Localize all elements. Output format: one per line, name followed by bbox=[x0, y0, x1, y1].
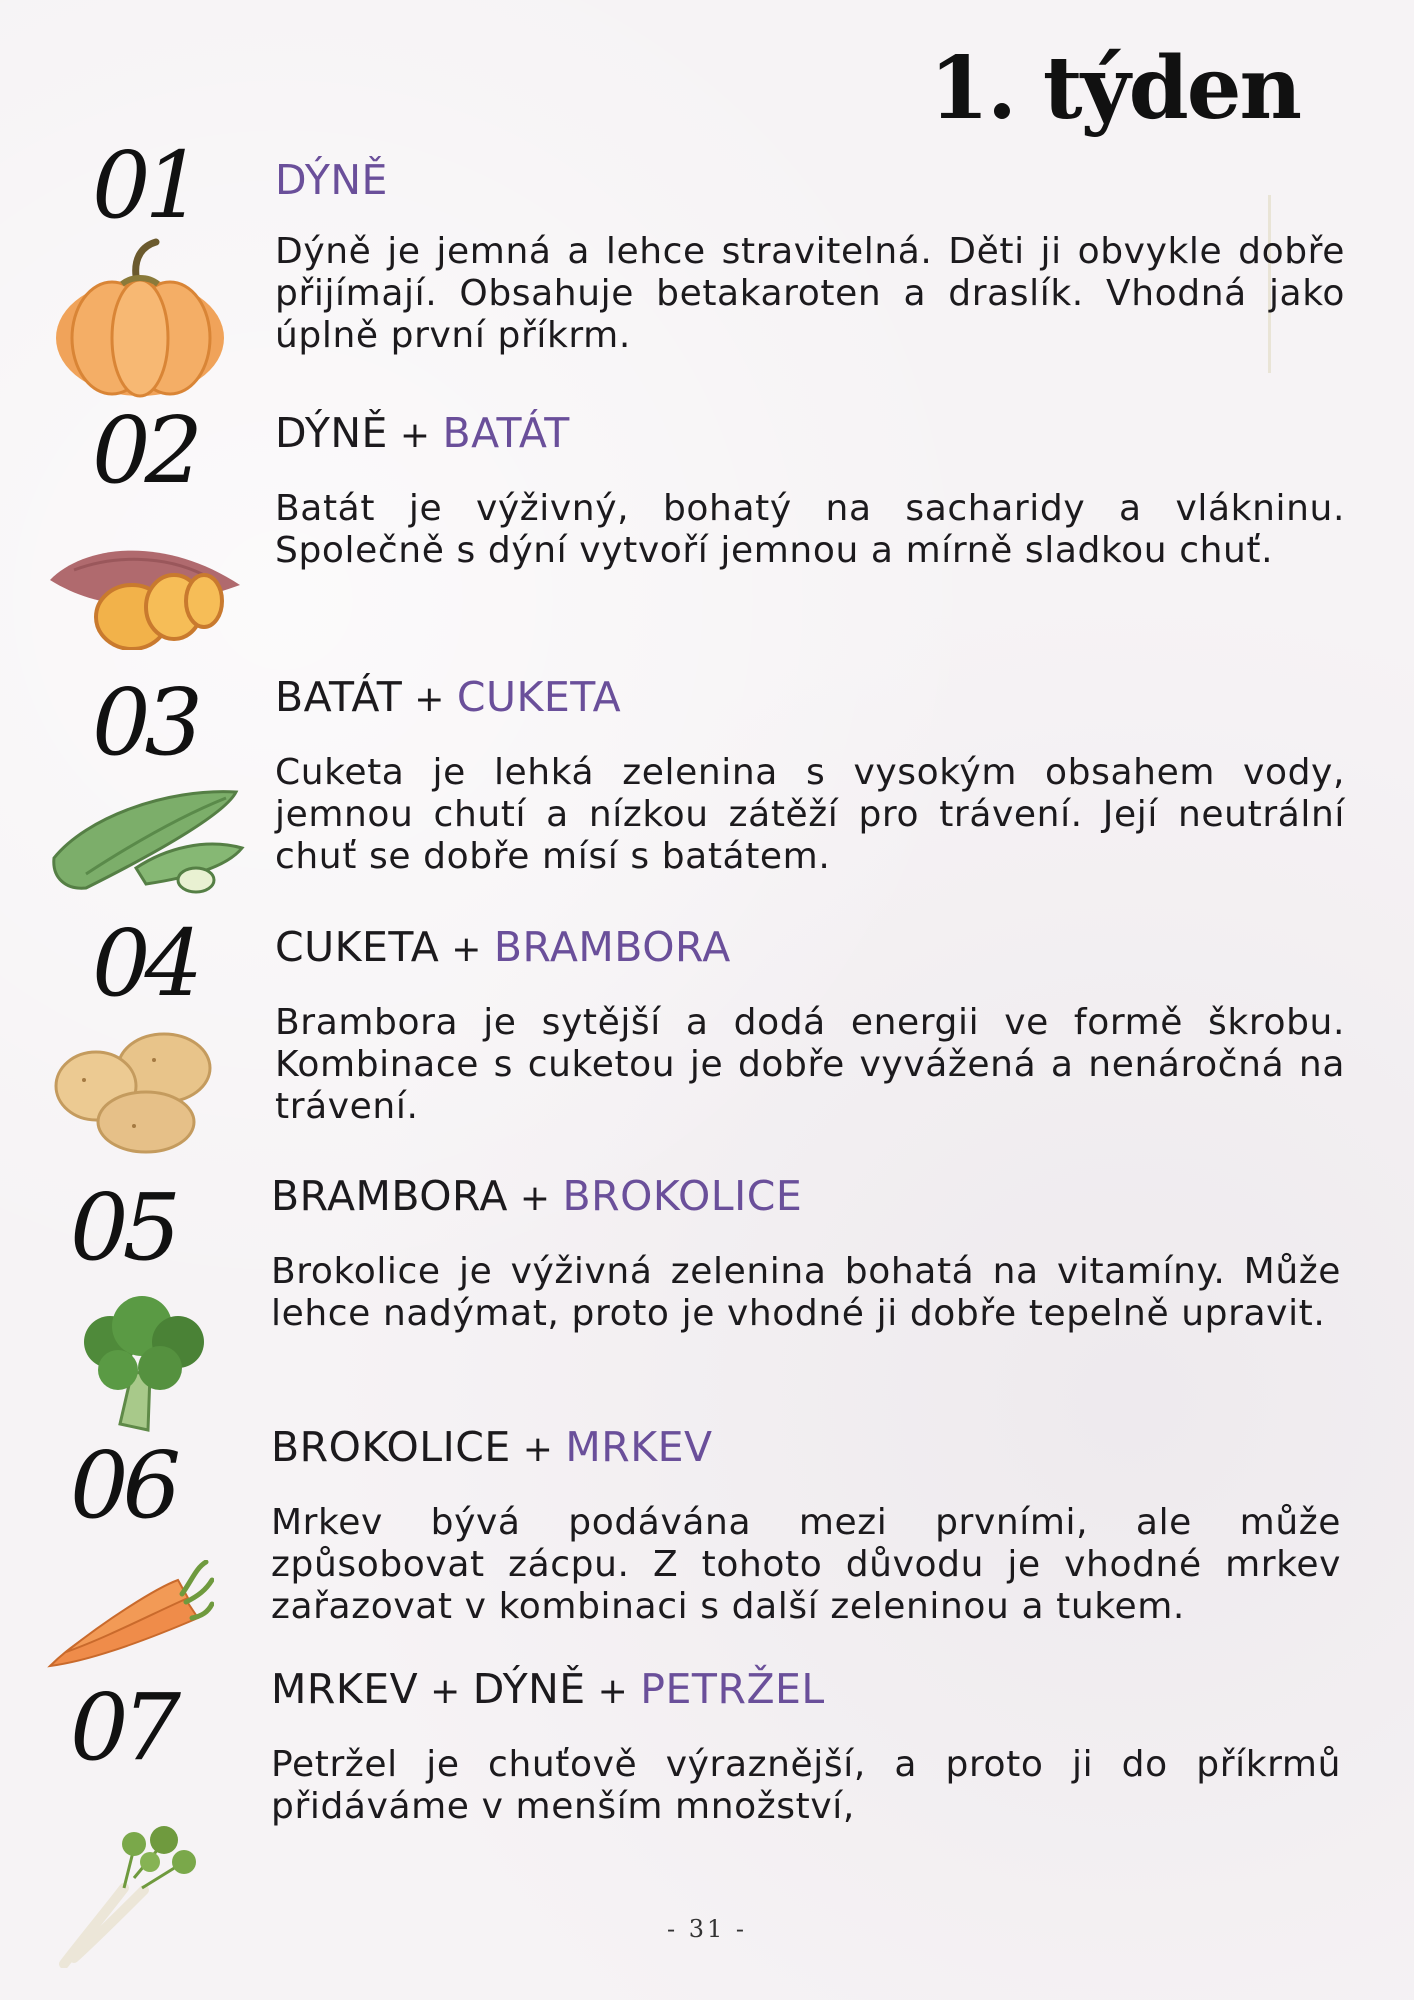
zucchini-icon bbox=[46, 778, 246, 898]
day-heading: DÝNĚ + BATÁT bbox=[275, 409, 570, 457]
day-description: Cuketa je lehká zelenina s vysokým obsahem vody, jemnou chutí a nízkou zátěží pro trávení. Její neutrální chuť se dobře mísí s batátem. bbox=[275, 752, 1345, 877]
day-number: 07 bbox=[70, 1674, 176, 1781]
day-content bbox=[275, 923, 1345, 1128]
day-heading: DÝNĚ bbox=[275, 156, 388, 204]
sweet-potato-icon bbox=[44, 525, 244, 650]
broccoli-icon bbox=[70, 1292, 214, 1437]
day-description: Brambora je sytější a dodá energii ve formě škrobu. Kombinace s cuketou je dobře vyvážená a nenáročná na trávení. bbox=[275, 1002, 1345, 1127]
day-description: Brokolice je výživná zelenina bohatá na vitamíny. Může lehce nadýmat, proto je vhodné ji dobře tepelně upravit. bbox=[271, 1251, 1341, 1334]
parsley-icon bbox=[54, 1818, 204, 1968]
day-number: 05 bbox=[70, 1174, 176, 1281]
day-content bbox=[271, 1665, 1341, 1828]
day-number: 06 bbox=[70, 1432, 176, 1539]
day-heading: BROKOLICE + MRKEV bbox=[271, 1423, 713, 1471]
day-description: Mrkev bývá podávána mezi prvními, ale může způsobovat zácpu. Z tohoto důvodu je vhodné mrkev zařazovat v kombinaci s další zeleninou a tukem. bbox=[271, 1502, 1341, 1627]
day-content bbox=[271, 1423, 1341, 1628]
day-description: Dýně je jemná a lehce stravitelná. Děti ji obvykle dobře přijímají. Obsahuje betakaroten a draslík. Vhodná jako úplně první příkrm. bbox=[275, 231, 1345, 356]
potato-icon bbox=[54, 1030, 214, 1155]
day-heading: BRAMBORA + BROKOLICE bbox=[271, 1172, 803, 1220]
pumpkin-icon bbox=[52, 238, 228, 398]
page-number: - 31 - bbox=[666, 1915, 747, 1943]
day-content bbox=[275, 409, 1345, 572]
day-heading: CUKETA + BRAMBORA bbox=[275, 923, 731, 971]
day-number: 03 bbox=[92, 669, 198, 776]
day-heading: BATÁT + CUKETA bbox=[275, 673, 622, 721]
day-number: 04 bbox=[92, 910, 198, 1017]
day-heading: MRKEV + DÝNĚ + PETRŽEL bbox=[271, 1665, 825, 1713]
day-content bbox=[271, 1172, 1341, 1335]
day-content bbox=[275, 673, 1345, 878]
day-number: 02 bbox=[92, 397, 198, 504]
day-content bbox=[275, 156, 1345, 357]
day-description: Batát je výživný, bohatý na sacharidy a vlákninu. Společně s dýní vytvoří jemnou a mírně sladkou chuť. bbox=[275, 488, 1345, 571]
day-description: Petržel je chuťově výraznější, a proto ji do příkrmů přidáváme v menším množství, bbox=[271, 1744, 1341, 1827]
carrot-icon bbox=[46, 1560, 214, 1672]
day-number: 01 bbox=[92, 132, 198, 239]
week-title: 1. týden bbox=[929, 38, 1300, 139]
